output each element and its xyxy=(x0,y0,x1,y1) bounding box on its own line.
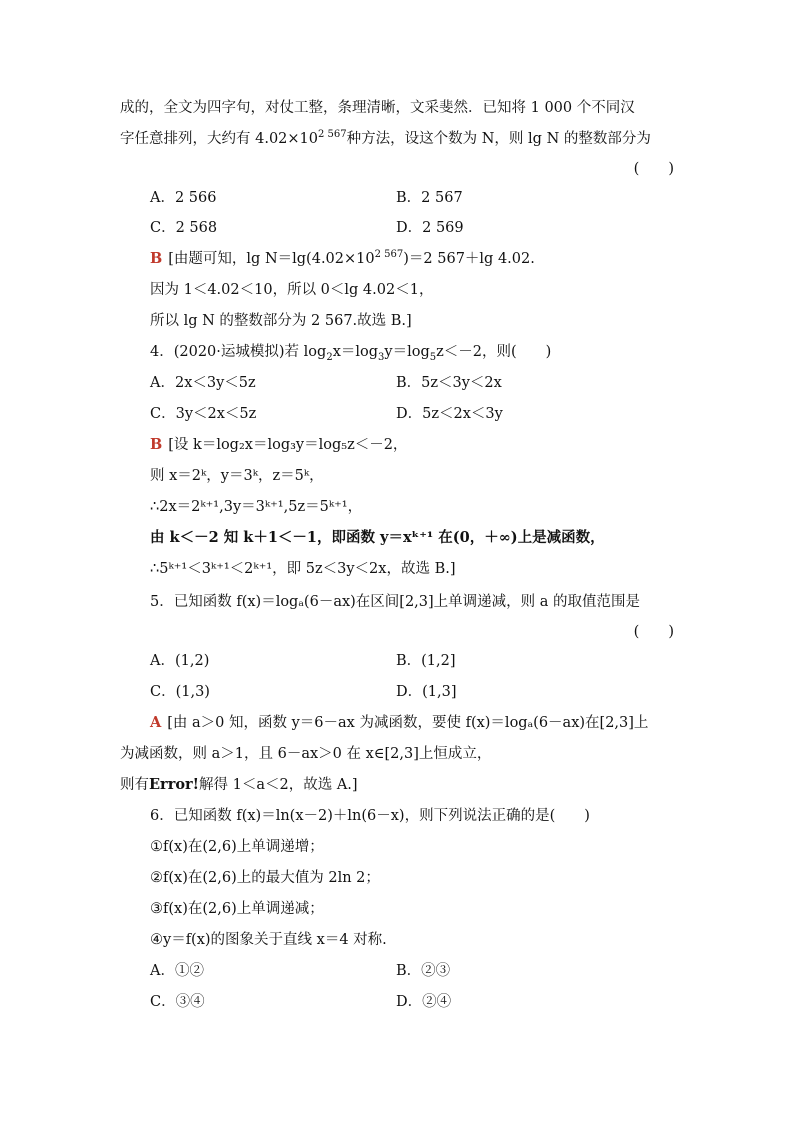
q6-option-d: D．②④ xyxy=(396,994,452,1010)
q4-option-c: C．3y＜2x＜5z xyxy=(150,406,257,422)
q5-option-c: C．(1,3) xyxy=(150,684,210,700)
q5-option-a: A．(1,2) xyxy=(150,653,210,669)
q6-option-b: B．②③ xyxy=(396,963,451,979)
q5-solution-line-3: 则有Error!解得 1＜a＜2，故选 A.] xyxy=(120,776,358,793)
q3-option-c: C．2 568 xyxy=(150,220,218,236)
q4-solution-line-3: ∴2x＝2ᵏ⁺¹,3y＝3ᵏ⁺¹,5z＝5ᵏ⁺¹， xyxy=(150,499,363,515)
q3-option-b: B．2 567 xyxy=(396,190,463,206)
q5-answer-letter: A xyxy=(150,714,162,731)
q4-solution-line-5: ∴5ᵏ⁺¹＜3ᵏ⁺¹＜2ᵏ⁺¹，即 5z＜3y＜2x，故选 B.] xyxy=(150,561,456,577)
q3-answer-letter: B xyxy=(150,250,163,267)
q4-answer-letter: B xyxy=(150,436,163,453)
q6-item-4: ④y＝f(x)的图象关于直线 x＝4 对称. xyxy=(150,932,387,948)
intro-line-1: 成的，全文为四字句，对仗工整，条理清晰，文采斐然．已知将 1 000 个不同汉 xyxy=(120,100,635,116)
q5-stem: 5．已知函数 f(x)＝logₐ(6－ax)在区间[2,3]上单调递减，则 a 的取值范围是 xyxy=(150,594,641,610)
q6-item-2: ②f(x)在(2,6)上的最大值为 2ln 2； xyxy=(150,870,380,886)
q6-item-1: ①f(x)在(2,6)上单调递增； xyxy=(150,839,324,855)
q4-stem: 4．(2020·运城模拟)若 $\log_2x=\log_3y=\log_5z<-2$，则( ) xyxy=(150,344,552,363)
q3-solution-line-1: B [由题可知，$\lg N=\lg(4.02\times 10^{2 567})=2$ 567＋lg 4.02. xyxy=(150,249,535,267)
error-text: Error! xyxy=(149,776,200,793)
q5-option-b: B．(1,2] xyxy=(396,653,456,669)
q3-option-a: A．2 566 xyxy=(150,190,217,206)
q3-solution-line-2: 因为 1＜4.02＜10，所以 0＜lg 4.02＜1， xyxy=(150,282,434,298)
intro-line-2: 字任意排列，大约有 $4.02\times 10^{2 567}$种方法，设这个数为 N，则 lg N 的整数部分为 xyxy=(120,129,651,147)
q5-option-d: D．(1,3] xyxy=(396,684,457,700)
q4-option-a: A．2x＜3y＜5z xyxy=(150,375,256,391)
q5-answer-paren: ( ) xyxy=(633,624,674,640)
q5-solution-line-1: A [由 a＞0 知，函数 y＝6－ax 为减函数，要使 f(x)＝logₐ(6－ax)在[2,3]上 xyxy=(150,714,649,731)
q3-solution-line-3: 所以 lg N 的整数部分为 2 567.故选 B.] xyxy=(150,313,412,329)
q6-stem: 6．已知函数 f(x)＝ln(x－2)＋ln(6－x)，则下列说法正确的是( ) xyxy=(150,808,590,824)
q6-option-c: C．③④ xyxy=(150,994,205,1010)
q4-solution-line-4: 由 k＜－2 知 k＋1＜－1，即函数 y＝xᵏ⁺¹ 在(0，＋∞)上是减函数， xyxy=(150,529,605,546)
q4-solution-line-2: 则 x＝2ᵏ，y＝3ᵏ，z＝5ᵏ， xyxy=(150,468,324,484)
q3-answer-paren: ( ) xyxy=(633,161,674,177)
q6-item-3: ③f(x)在(2,6)上单调递减； xyxy=(150,901,324,917)
q4-option-b: B．5z＜3y＜2x xyxy=(396,375,502,391)
q6-option-a: A．①② xyxy=(150,963,204,979)
q5-solution-line-2: 为减函数，则 a＞1，且 6－ax＞0 在 x∈[2,3]上恒成立， xyxy=(120,746,492,762)
q4-solution-line-1: B [设 k＝log₂x＝log₃y＝log₅z＜－2， xyxy=(150,436,408,453)
q4-option-d: D．5z＜2x＜3y xyxy=(396,406,503,422)
q3-option-d: D．2 569 xyxy=(396,220,464,236)
